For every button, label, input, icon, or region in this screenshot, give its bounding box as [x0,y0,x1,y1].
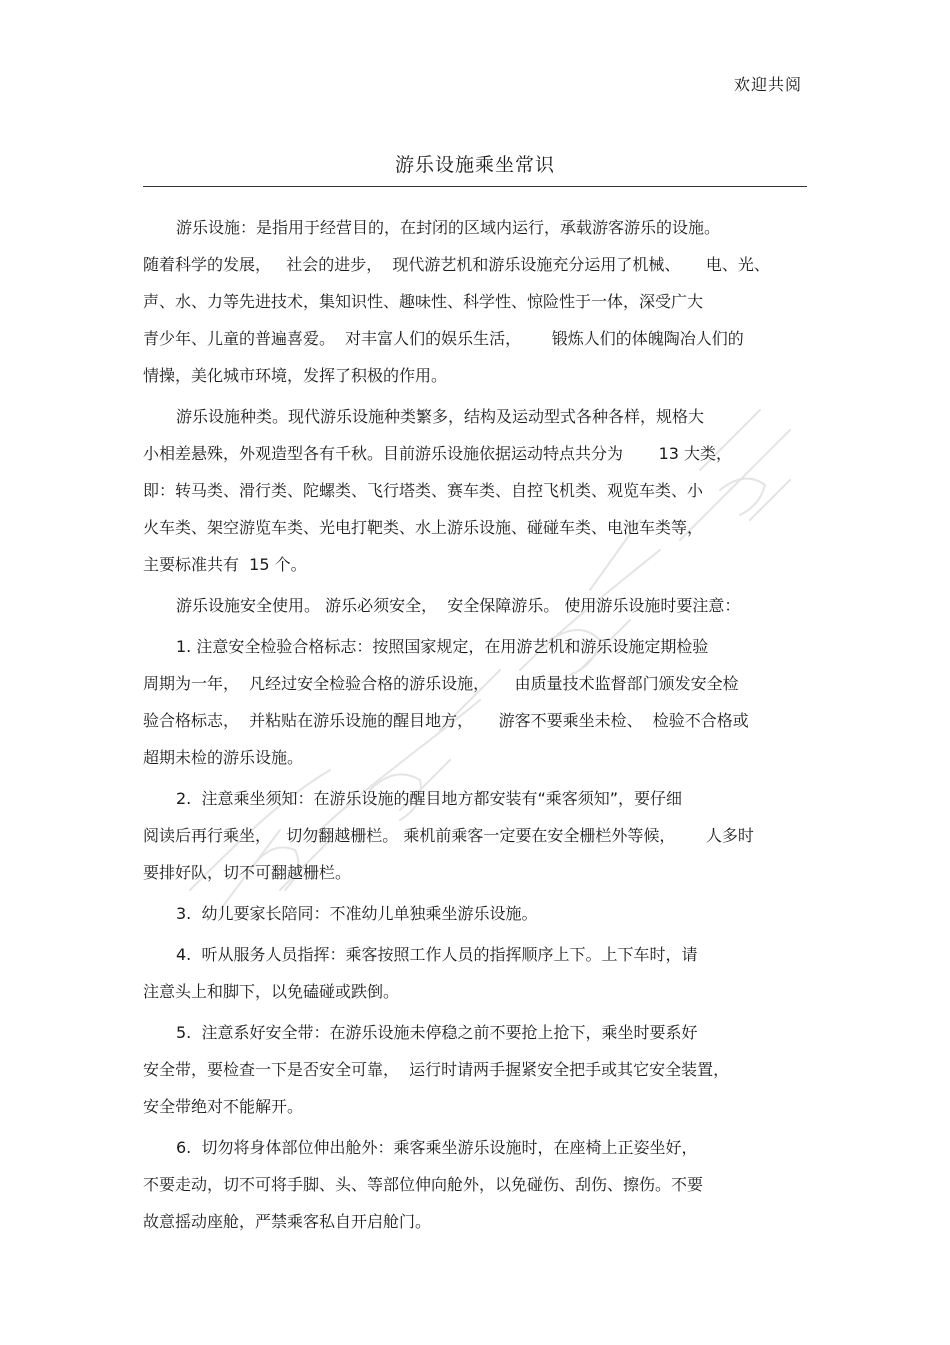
document-body [143,209,813,1244]
list-item-1 [143,628,813,776]
text-line: 火车类、架空游览车类、光电打靶类、水上游乐设施、碰碰车类、电池车类等， [143,518,704,537]
text-line: 不要走动，切不可将手脚、头、等部位伸向舱外，以免碰伤、刮伤、擦伤。不要 [143,1175,704,1194]
text-line: 游乐设施：是指用于经营目的，在封闭的区域内运行，承载游客游乐的设施。 [176,218,721,237]
list-item-4 [143,936,813,1010]
text-line: 周期为一年， 凡经过安全检验合格的游乐设施， 由质量技术监督部门颁发安全检 [143,674,739,693]
list-item-6 [143,1129,813,1240]
text-line: 超期未检的游乐设施。 [143,748,304,767]
text-line: 3. 幼儿要家长陪同：不准幼儿单独乘坐游乐设施。 [176,904,538,923]
header-note: 欢迎共阅 [733,75,802,94]
title-underline [143,186,807,187]
text-line: 主要标准共有 15 个。 [143,555,307,574]
paragraph-definition [143,209,813,394]
paragraph-types [143,398,813,583]
list-item-3 [143,895,813,932]
text-line: 游乐设施种类。现代游乐设施种类繁多，结构及运动型式各种各样，规格大 [176,407,705,426]
text-line: 情操，美化城市环境，发挥了积极的作用。 [143,366,448,385]
text-line: 5. 注意系好安全带：在游乐设施未停稳之前不要抢上抢下，乘坐时要系好 [176,1023,698,1042]
text-line: 随着科学的发展， 社会的进步， 现代游艺机和游乐设施充分运用了机械、 电、光、 [143,255,770,274]
text-line: 声、水、力等先进技术，集知识性、趣味性、科学性、惊险性于一体，深受广大 [143,292,704,311]
list-item-2 [143,780,813,891]
text-line: 小相差悬殊，外观造型各有千秋。目前游乐设施依据运动特点共分为 13 大类， [143,444,733,463]
text-line: 即：转马类、滑行类、陀螺类、飞行塔类、赛车类、自控飞机类、观览车类、小 [143,481,704,500]
text-line: 4. 听从服务人员指挥：乘客按照工作人员的指挥顺序上下。上下车时，请 [176,945,698,964]
text-line: 验合格标志， 并粘贴在游乐设施的醒目地方， 游客不要乘坐未检、 检验不合格或 [143,711,749,730]
text-line: 故意摇动座舱，严禁乘客私自开启舱门。 [143,1212,432,1231]
text-line: 青少年、儿童的普遍喜爱。 对丰富人们的娱乐生活， 锻炼人们的体魄陶冶人们的 [143,329,744,348]
text-line: 安全带绝对不能解开。 [143,1097,304,1116]
text-line: 1. 注意安全检验合格标志：按照国家规定，在用游艺机和游乐设施定期检验 [176,637,709,656]
text-line: 游乐设施安全使用。 游乐必须安全， 安全保障游乐。 使用游乐设施时要注意： [176,596,741,615]
paragraph-safe-use [143,587,813,624]
document-title: 游乐设施乘坐常识 [394,154,555,176]
text-line: 2. 注意乘坐须知：在游乐设施的醒目地方都安装有“乘客须知”，要仔细 [176,789,683,808]
text-line: 注意头上和脚下，以免磕碰或跌倒。 [143,982,400,1001]
text-line: 安全带，要检查一下是否安全可靠， 运行时请两手握紧安全把手或其它安全装置， [143,1060,730,1079]
text-line: 要排好队，切不可翻越栅栏。 [143,863,352,882]
text-line: 6. 切勿将身体部位伸出舱外：乘客乘坐游乐设施时，在座椅上正姿坐好， [176,1138,698,1157]
list-item-5 [143,1014,813,1125]
text-line: 阅读后再行乘坐， 切勿翻越栅栏。 乘机前乘客一定要在安全栅栏外等候， 人多时 [143,826,754,845]
